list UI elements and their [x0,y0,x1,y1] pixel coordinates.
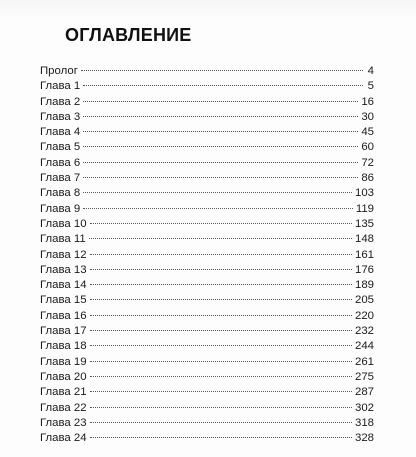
toc-dot-leader [83,100,358,102]
toc-entry-page-number: 103 [354,187,374,200]
toc-entry [40,309,374,324]
toc-entry [40,125,374,140]
toc-entry-label: Глава 7 [40,172,81,185]
toc-entry-page-number: 318 [354,416,374,429]
toc-entry [40,355,374,370]
toc-dot-leader [90,314,352,316]
toc-entry [40,110,374,125]
toc-entry-page-number: 232 [354,325,374,338]
toc-dot-leader [89,237,352,239]
toc-entry-label: Глава 3 [40,110,81,123]
toc-entry-label: Глава 4 [40,126,81,139]
toc-entry-page-number: 60 [361,141,374,154]
toc-entry-label: Глава 9 [40,202,81,215]
toc-entry-label: Глава 6 [40,156,81,169]
toc-entry-label: Глава 12 [40,248,87,261]
toc-dot-leader [90,421,352,423]
toc-entry-label: Глава 18 [40,340,87,353]
toc-entry [40,79,374,94]
toc-entry-label: Глава 16 [40,309,87,322]
toc-entry-label: Пролог [40,65,78,77]
toc-dot-leader [90,436,352,438]
toc-entry-page-number: 205 [354,294,374,307]
toc-entry-page-number: 4 [367,65,374,77]
toc-dot-leader [90,390,352,392]
toc-dot-leader [90,253,352,255]
toc-entry [40,401,374,416]
toc-entry-page-number: 189 [354,279,374,292]
toc-dot-leader [90,344,352,346]
toc-entry-page-number: 16 [361,95,374,108]
toc-entry-label: Глава 17 [40,325,87,338]
toc-entry-label: Глава 14 [40,279,87,292]
toc-entry [40,370,374,385]
toc-dot-leader [81,69,363,71]
toc-entry-page-number: 119 [355,202,374,215]
toc-entry [40,293,374,308]
toc-dot-leader [90,375,352,377]
toc-entry [40,232,374,247]
page-title: ОГЛАВЛЕНИЕ [65,25,192,45]
toc-entry [40,186,374,201]
toc-entry-label: Глава 2 [40,95,81,108]
toc-entry-page-number: 86 [361,172,374,185]
toc-entry [40,248,374,263]
table-of-contents [40,64,374,446]
toc-entry-page-number: 302 [354,401,374,414]
toc-entry-page-number: 261 [354,355,374,368]
toc-entry-label: Глава 21 [40,386,87,399]
toc-entry-label: Глава 8 [40,187,81,200]
toc-dot-leader [83,145,358,147]
toc-entry [40,217,374,232]
toc-entry-page-number: 72 [361,156,374,169]
toc-dot-leader [83,191,352,193]
toc-entry [40,339,374,354]
toc-entry-label: Глава 15 [40,294,87,307]
toc-entry-label: Глава 1 [40,80,81,93]
toc-entry [40,416,374,431]
toc-entry [40,156,374,171]
toc-entry [40,64,374,79]
toc-entry-page-number: 287 [354,386,374,399]
toc-dot-leader [90,406,352,408]
toc-entry [40,171,374,186]
toc-dot-leader [90,222,352,224]
toc-entry-label: Глава 23 [40,416,87,429]
toc-entry-label: Глава 11 [40,233,86,246]
toc-dot-leader [90,329,352,331]
toc-entry-page-number: 148 [354,233,374,246]
toc-entry [40,202,374,217]
toc-dot-leader [83,176,358,178]
toc-entry-page-number: 5 [367,80,374,93]
toc-dot-leader [83,161,358,163]
toc-entry-label: Глава 13 [40,263,87,276]
toc-dot-leader [90,283,352,285]
toc-entry-page-number: 161 [354,248,374,261]
toc-dot-leader [90,360,352,362]
toc-dot-leader [90,298,352,300]
toc-entry-page-number: 135 [354,217,374,230]
toc-entry-page-number: 328 [354,432,374,445]
toc-dot-leader [83,130,358,132]
toc-entry-page-number: 45 [361,126,374,139]
toc-entry-label: Глава 5 [40,141,81,154]
toc-entry [40,431,374,446]
toc-entry [40,324,374,339]
toc-entry [40,95,374,110]
toc-entry [40,140,374,155]
toc-entry [40,263,374,278]
toc-dot-leader [83,207,353,209]
toc-entry-page-number: 220 [354,309,374,322]
page-top-edge [0,0,416,18]
toc-entry-label: Глава 22 [40,401,87,414]
toc-entry-label: Глава 19 [40,355,87,368]
toc-entry-page-number: 275 [354,370,374,383]
toc-entry-label: Глава 10 [40,217,87,230]
toc-entry-page-number: 244 [354,340,374,353]
toc-dot-leader [90,268,352,270]
toc-entry [40,385,374,400]
toc-dot-leader [83,84,363,86]
toc-entry-label: Глава 24 [40,432,87,445]
toc-entry [40,278,374,293]
toc-entry-page-number: 176 [354,263,374,276]
toc-dot-leader [83,115,358,117]
toc-entry-label: Глава 20 [40,370,87,383]
toc-entry-page-number: 30 [361,110,374,123]
